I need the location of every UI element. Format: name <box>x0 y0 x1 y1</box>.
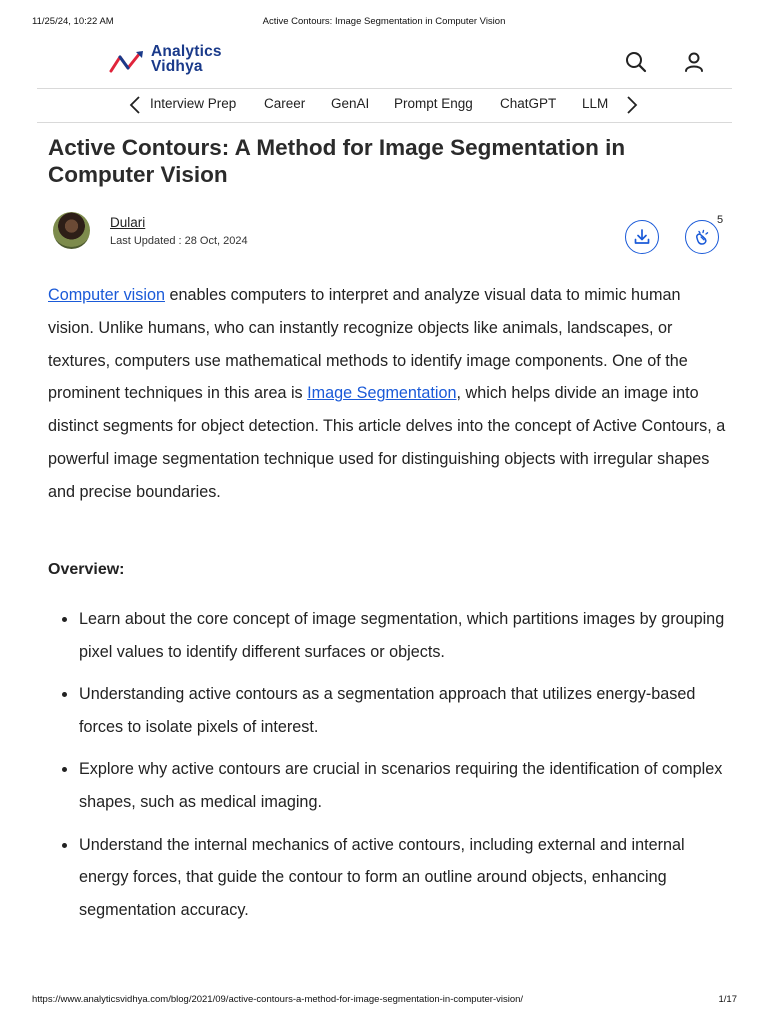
clap-count: 5 <box>717 214 724 226</box>
clap-button[interactable] <box>685 220 719 254</box>
print-footer <box>0 994 768 1008</box>
search-button[interactable] <box>625 51 647 73</box>
list-item: Understanding active contours as a segmentation approach that utilizes energy-based forces to isolate pixels of interest. <box>48 678 728 744</box>
article-title: Active Contours: A Method for Image Segmentation in Computer Vision <box>48 135 626 187</box>
category-nav <box>37 88 732 123</box>
list-item: Explore why active contours are crucial in scenarios requiring the identification of complex shapes, such as medical imaging. <box>48 753 728 819</box>
overview-heading: Overview: <box>48 561 125 578</box>
nav-item-interview-prep[interactable]: Interview Prep <box>150 96 237 111</box>
nav-item-llm[interactable]: LLM <box>582 96 609 111</box>
author-avatar[interactable] <box>53 212 90 249</box>
print-page-number: 1/17 <box>718 994 737 1005</box>
last-updated: Last Updated : 28 Oct, 2024 <box>110 235 248 247</box>
print-doc-title: Active Contours: Image Segmentation in Computer Vision <box>262 16 506 27</box>
site-header <box>37 34 732 89</box>
link-computer-vision[interactable]: Computer vision <box>48 286 165 304</box>
link-image-segmentation[interactable]: Image Segmentation <box>307 384 457 403</box>
nav-item-genai[interactable]: GenAI <box>331 96 370 111</box>
overview-list <box>48 603 728 937</box>
brand-logo[interactable] <box>109 44 239 78</box>
nav-scroll-right[interactable] <box>625 95 639 115</box>
author-name[interactable]: Dulari <box>110 215 146 230</box>
list-item: Understand the internal mechanics of active contours, including external and internal energy forces, that guide the contour to form an outline around objects, enhancing segmentation accuracy. <box>48 829 728 927</box>
brand-line-2: Vidhya <box>151 58 203 75</box>
account-button[interactable] <box>683 51 705 73</box>
clap-icon <box>693 228 711 246</box>
nav-item-prompt-engg[interactable]: Prompt Engg <box>394 96 473 111</box>
intro-text-2: , which helps divide an image into distinct segments for object detection. This article delves into the concept of Active Contours, a powerful image segmentation technique used for distinguishing objects with irregular shapes and precise boundaries. <box>48 384 726 501</box>
print-timestamp: 11/25/24, 10:22 AM <box>32 16 114 27</box>
intro-paragraph <box>48 279 728 509</box>
brand-line-1: Analytics <box>151 43 222 60</box>
logo-icon <box>109 50 147 74</box>
download-icon <box>633 228 651 246</box>
nav-item-chatgpt[interactable]: ChatGPT <box>500 96 557 111</box>
chevron-right-icon <box>625 95 639 115</box>
search-icon <box>625 51 647 73</box>
nav-scroll-left[interactable] <box>128 95 142 115</box>
print-url: https://www.analyticsvidhya.com/blog/2021/09/active-contours-a-method-for-image-segmentation-in-computer-vision/ <box>32 994 524 1005</box>
nav-item-career[interactable]: Career <box>264 96 306 111</box>
list-item: Learn about the core concept of image segmentation, which partitions images by grouping pixel values to identify different surfaces or objects. <box>48 603 728 669</box>
brand-wordmark <box>151 44 222 74</box>
user-icon <box>683 51 705 73</box>
chevron-left-icon <box>128 95 142 115</box>
download-button[interactable] <box>625 220 659 254</box>
print-header <box>0 16 768 30</box>
intro-text-1: enables computers to interpret and analyze visual data to mimic human vision. Unlike humans, who can instantly recognize objects like animals, landscapes, or textures, computers use mathematical methods to identify image components. One of the prominent techniques in this area is <box>48 286 688 403</box>
